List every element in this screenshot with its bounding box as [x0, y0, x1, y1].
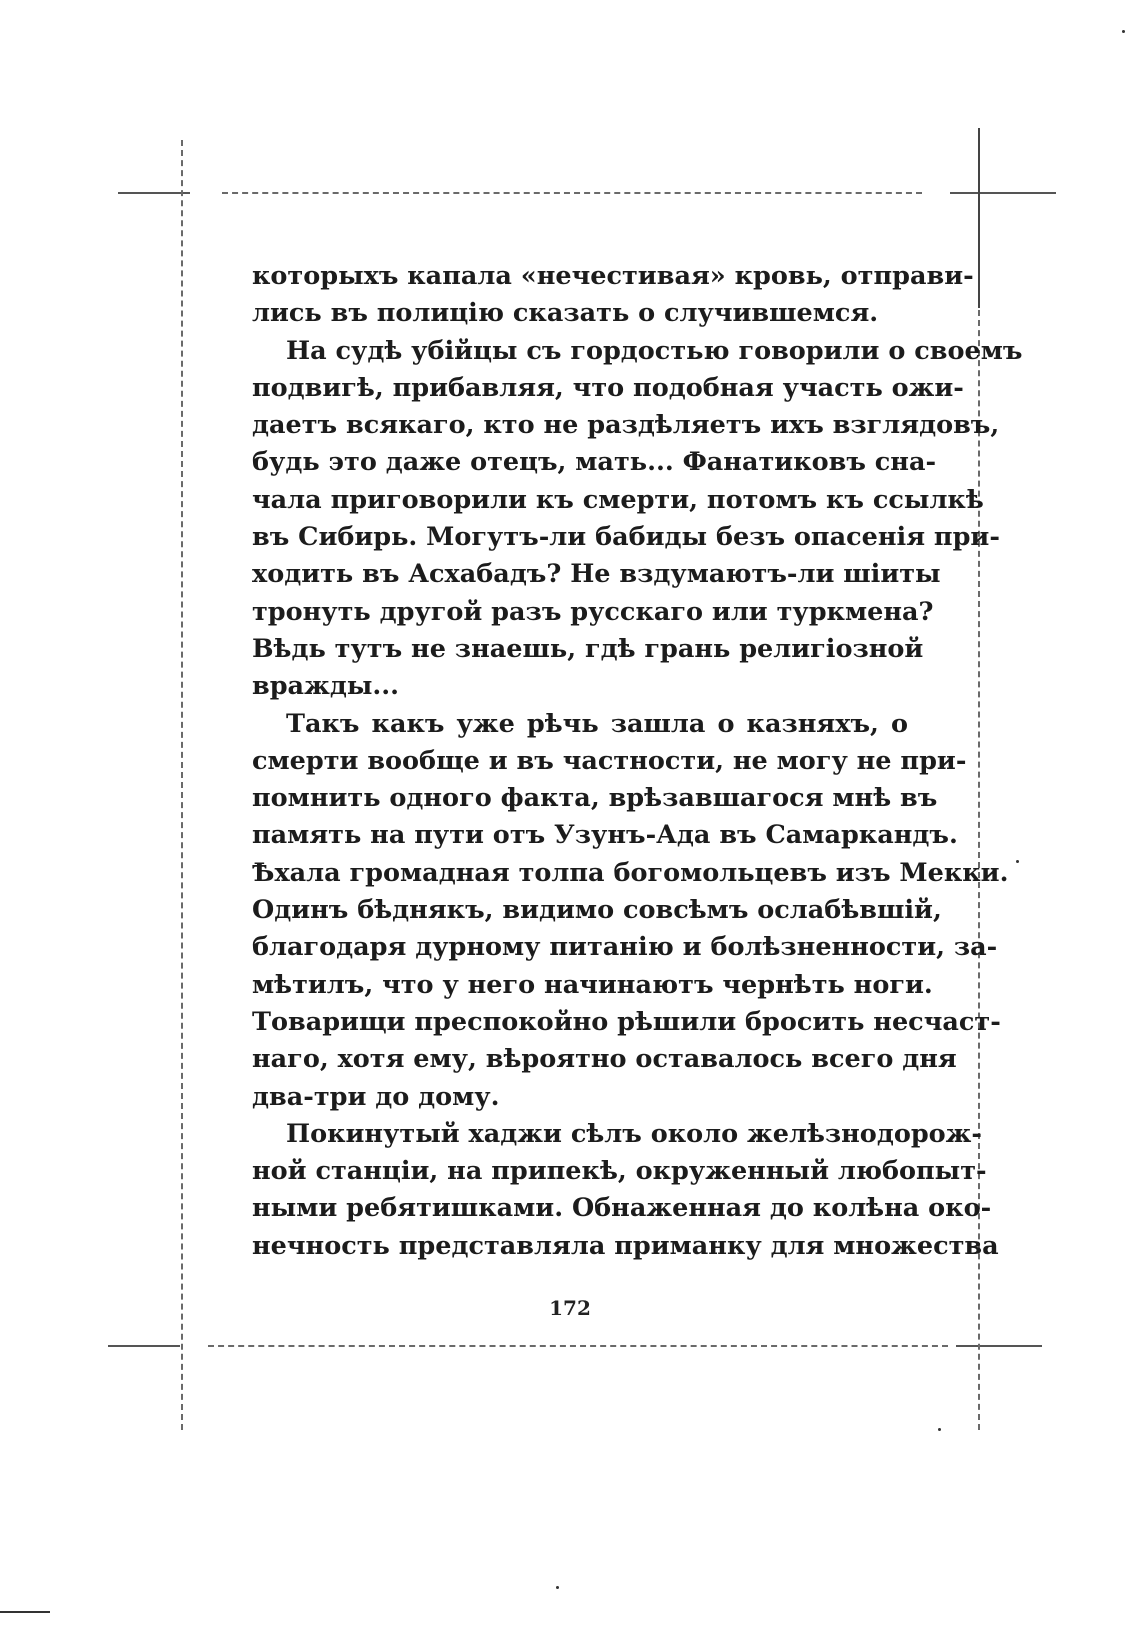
- text-line: тронуть другой разъ русскаго или туркмена?: [252, 596, 934, 627]
- text-line: Такъ какъ уже рѣчь зашла о казняхъ, о: [286, 708, 908, 739]
- body-text: [252, 258, 1023, 1265]
- text-line: память на пути отъ Узунъ-Ада въ Самаркандъ.: [252, 820, 958, 851]
- text-line: которыхъ капала «нечестивая» кровь, отправи-: [252, 261, 974, 291]
- text-line: наго, хотя ему, вѣроятно оставалось всего дня: [252, 1044, 957, 1075]
- text-line: вражды...: [252, 671, 400, 702]
- top-crop-line-right: [950, 192, 1056, 194]
- text-line: подвигѣ, прибавляя, что подобная участь ожи-: [252, 372, 964, 403]
- text-line: даетъ всякаго, кто не раздѣляетъ ихъ взглядовъ,: [252, 410, 1000, 441]
- right-crop-line: [978, 128, 980, 308]
- left-crop-line: [181, 140, 183, 1430]
- text-line: Одинъ бѣднякъ, видимо совсѣмъ ослабѣвшій,: [252, 895, 942, 926]
- text-line: два-три до дому.: [252, 1081, 500, 1112]
- top-crop-line-left: [118, 192, 190, 194]
- corner-mark: [0, 1611, 50, 1613]
- text-line: ходить въ Асхабадъ? Не вздумаютъ-ли шіиты: [252, 559, 941, 590]
- scan-speck: [938, 1428, 941, 1431]
- text-line: На судѣ убійцы съ гордостью говорили о своемъ: [286, 335, 1023, 366]
- text-line: мѣтилъ, что у него начинаютъ чернѣть ноги.: [252, 969, 933, 1000]
- page-number: 172: [549, 1296, 591, 1320]
- text-line: ными ребятишками. Обнаженная до колѣна око-: [252, 1193, 992, 1224]
- text-line: Покинутый хаджи сѣлъ около желѣзнодорож-: [286, 1118, 982, 1149]
- text-line: Товарищи преспокойно рѣшили бросить несчаст-: [252, 1006, 1001, 1037]
- scan-speck: [1122, 30, 1125, 33]
- text-line: смерти вообще и въ частности, не могу не при-: [252, 745, 967, 776]
- bottom-crop-line-left: [108, 1345, 180, 1347]
- text-line: будь это даже отецъ, мать... Фанатиковъ сна-: [252, 447, 937, 478]
- text-line: Вѣдь тутъ не знаешь, гдѣ грань религіозной: [252, 633, 924, 664]
- bottom-crop-line: [208, 1345, 948, 1347]
- text-line: Ѣхала громадная толпа богомольцевъ изъ Мекки.: [252, 857, 1009, 888]
- text-line: помнить одного факта, врѣзавшагося мнѣ въ: [252, 783, 938, 814]
- text-line: нечность представляла приманку для множества: [252, 1230, 999, 1261]
- text-line: благодаря дурному питанію и болѣзненности, за-: [252, 932, 998, 963]
- scan-speck: [1016, 860, 1019, 863]
- text-line: ной станціи, на припекѣ, окруженный любопыт-: [252, 1156, 987, 1187]
- top-crop-line: [222, 192, 922, 194]
- text-line: лись въ полицію сказать о случившемся.: [252, 298, 879, 329]
- text-line: въ Сибирь. Могутъ-ли бабиды безъ опасенія при-: [252, 522, 1000, 553]
- text-line: чала приговорили къ смерти, потомъ къ ссылкѣ: [252, 484, 984, 515]
- scan-speck: [556, 1586, 559, 1589]
- bottom-crop-line-right: [956, 1345, 1042, 1347]
